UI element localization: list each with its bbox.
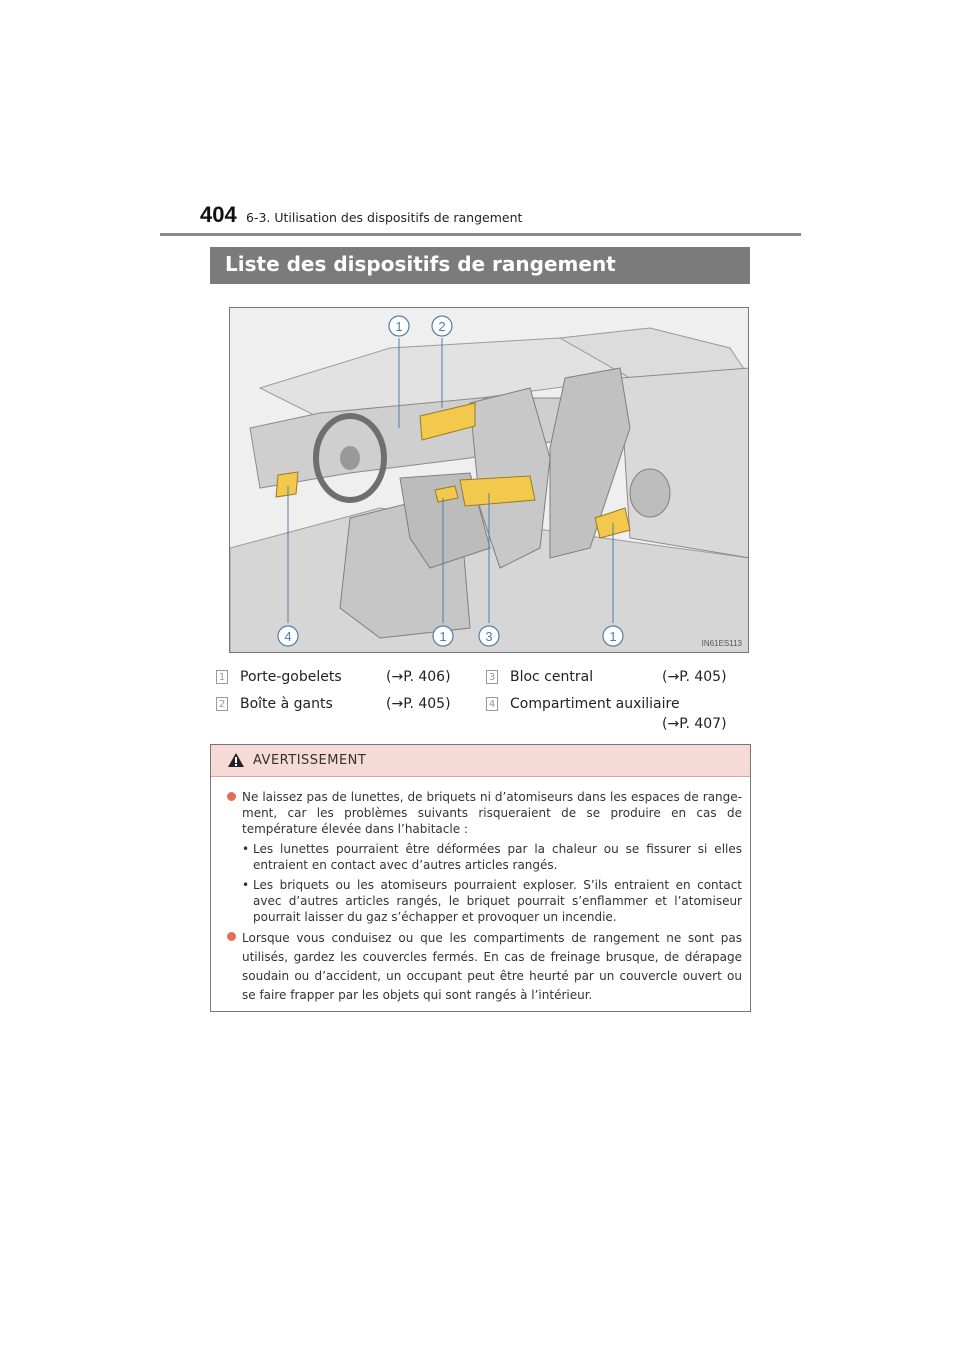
callout-1b: 1 bbox=[439, 629, 447, 644]
legend-number: 1 bbox=[216, 670, 228, 684]
bullet-dot-icon bbox=[227, 792, 236, 801]
callout-2: 2 bbox=[438, 319, 446, 334]
warning-sub-item bbox=[225, 877, 742, 925]
warning-text: Ne laissez pas de lunettes, de briquets ni d’atomiseurs dans les espaces de range-ment, car les problèmes suivants risqueraient de se produire en cas de température élevée dans l’habitacle : bbox=[242, 790, 742, 836]
page-number: 404 bbox=[200, 202, 237, 227]
warning-triangle-icon bbox=[227, 752, 245, 768]
warning-text: Lorsque vous conduisez ou que les compartiments de rangement ne sont pas utilisés, gardez les couvercles fermés. En cas de freinage brusque, de dérapage soudain ou d’accident, un occupant peut être heurté par un couvercle ouvert ou se faire frapper par les objets qui sont rangés à l’intérieur. bbox=[242, 931, 742, 1002]
warning-sub-item bbox=[225, 841, 742, 873]
car-interior-illustration bbox=[229, 307, 749, 653]
warning-label: AVERTISSEMENT bbox=[253, 753, 367, 768]
legend-item-3 bbox=[486, 669, 746, 685]
legend-reference: (→P. 405) bbox=[662, 669, 727, 685]
legend-number: 2 bbox=[216, 697, 228, 711]
warning-body bbox=[225, 789, 742, 1007]
callout-4: 4 bbox=[284, 629, 292, 644]
bullet-dot-icon bbox=[227, 932, 236, 941]
warning-bullet bbox=[225, 929, 742, 1005]
legend-label: Boîte à gants bbox=[240, 696, 333, 712]
legend-reference: (→P. 405) bbox=[386, 696, 451, 712]
page-title: Liste des dispositifs de rangement bbox=[210, 247, 750, 284]
legend-label: Compartiment auxiliaire bbox=[510, 696, 680, 712]
sub-bullet-icon: • bbox=[242, 878, 250, 892]
legend-number: 3 bbox=[486, 670, 498, 684]
warning-header bbox=[211, 745, 750, 777]
callout-1c: 1 bbox=[609, 629, 617, 644]
legend-reference: (→P. 407) bbox=[662, 716, 727, 732]
callout-1: 1 bbox=[395, 319, 403, 334]
legend-number: 4 bbox=[486, 697, 498, 711]
legend-item-1 bbox=[216, 669, 476, 685]
header-divider bbox=[160, 233, 801, 236]
callout-3: 3 bbox=[485, 629, 493, 644]
car-interior-drawing bbox=[230, 308, 749, 653]
legend-item-2 bbox=[216, 696, 476, 712]
section-title: 6-3. Utilisation des dispositifs de rangement bbox=[246, 210, 523, 225]
legend-label: Bloc central bbox=[510, 669, 594, 685]
legend-reference: (→P. 406) bbox=[386, 669, 451, 685]
warning-sub-text: Les briquets ou les atomiseurs pourraient exploser. S’ils entraient en contact avec d’autres articles rangés, le briquet pourrait s’enflammer et l’atomiseur pourrait laisser du gaz s’échapper et provoquer un incendie. bbox=[253, 878, 742, 924]
warning-sub-text: Les lunettes pourraient être déformées par la chaleur ou se fissurer si elles entraient en contact avec d’autres articles rangés. bbox=[253, 842, 742, 872]
image-code: IN61ES113 bbox=[701, 639, 742, 648]
warning-bullet bbox=[225, 789, 742, 837]
sub-bullet-icon: • bbox=[242, 842, 250, 856]
legend-label: Porte-gobelets bbox=[240, 669, 342, 685]
warning-box bbox=[210, 744, 751, 1012]
legend-item-4 bbox=[486, 696, 746, 732]
